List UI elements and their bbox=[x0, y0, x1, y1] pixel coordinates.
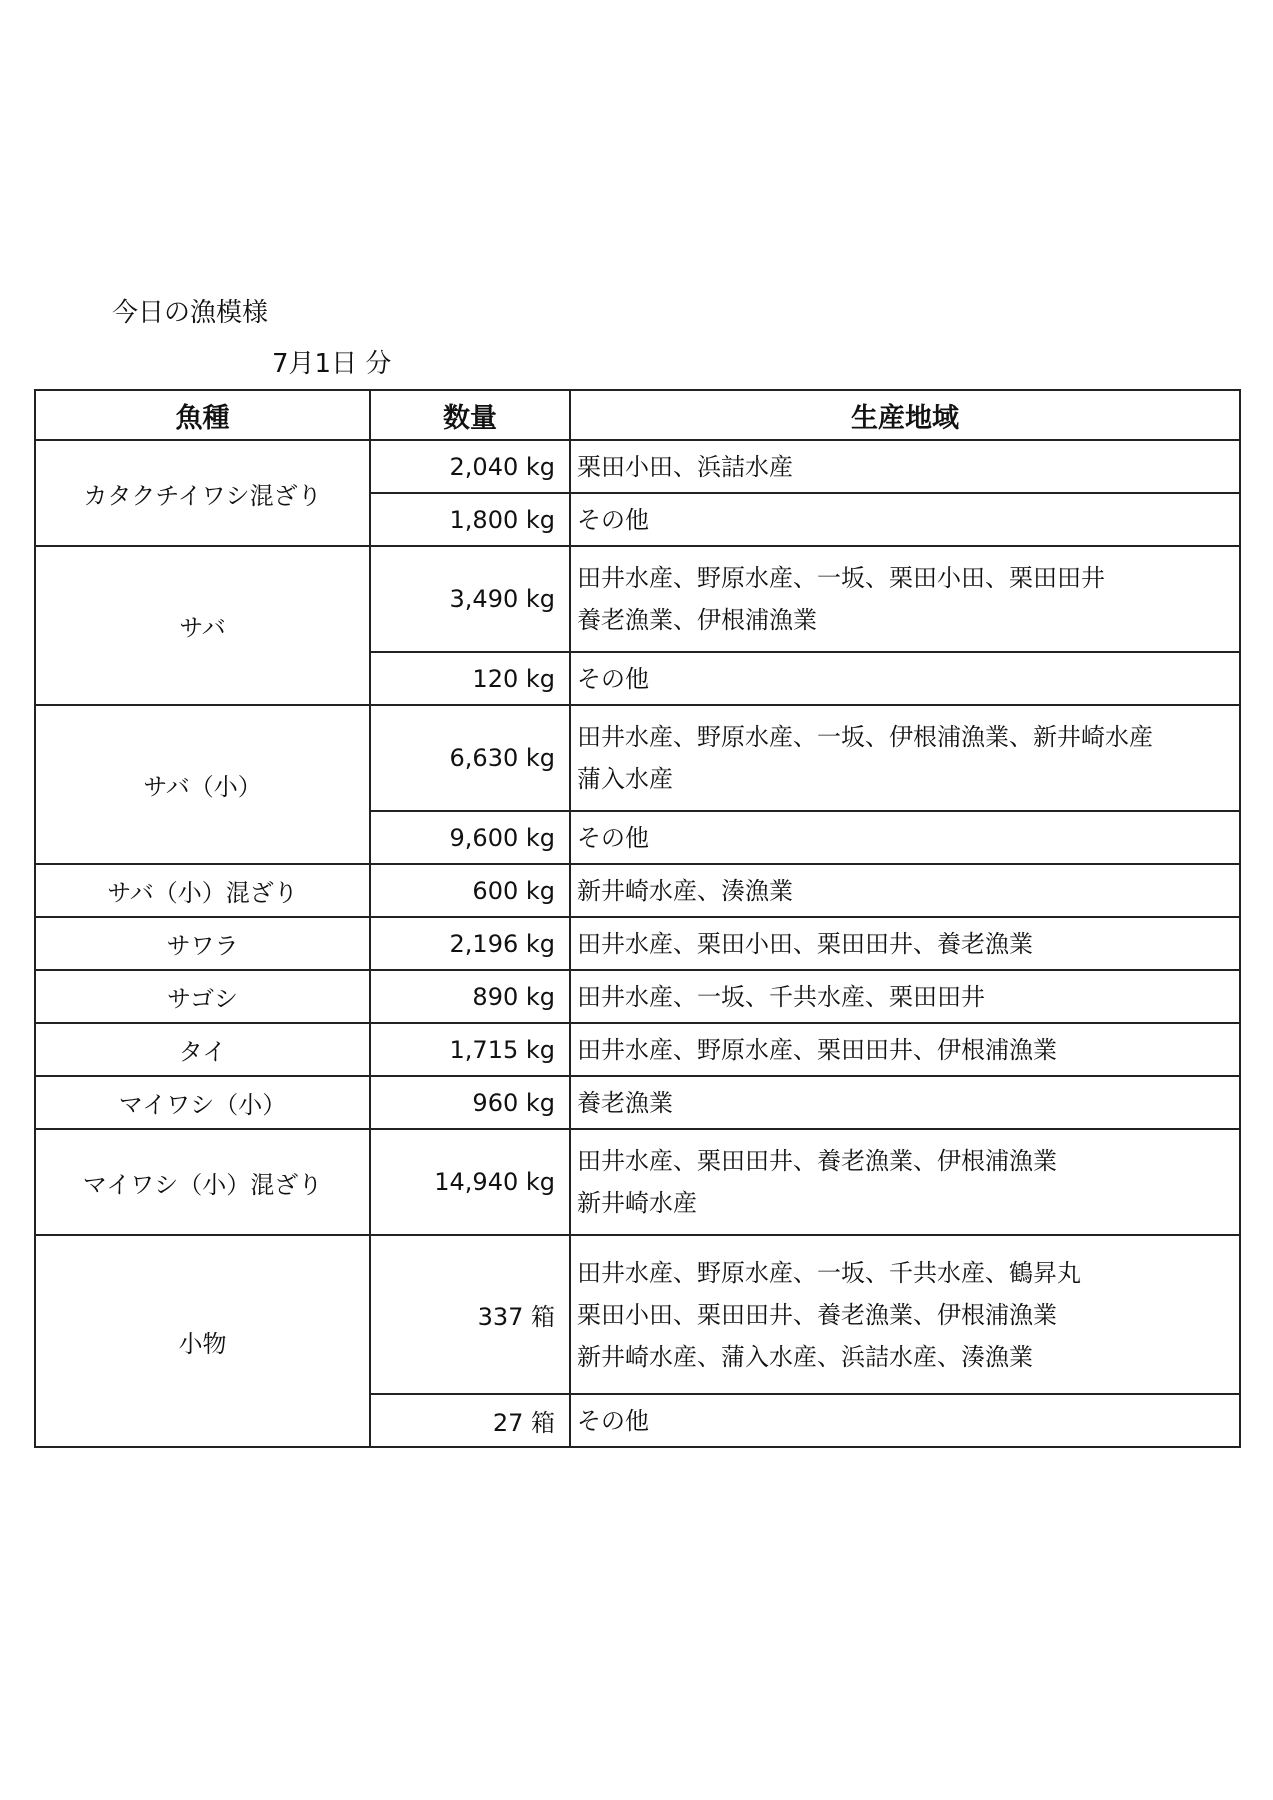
species-cell: 小物 bbox=[35, 1235, 370, 1447]
quantity-cell: 9,600 kg bbox=[370, 811, 570, 864]
region-cell bbox=[570, 864, 1240, 917]
quantity-cell: 2,196 kg bbox=[370, 917, 570, 970]
region-line: 田井水産、栗田田井、養老漁業、伊根浦漁業 bbox=[577, 1147, 1057, 1175]
quantity-cell: 6,630 kg bbox=[370, 705, 570, 811]
region-line: 田井水産、野原水産、一坂、伊根浦漁業、新井崎水産 bbox=[577, 723, 1153, 751]
region-cell bbox=[570, 546, 1240, 652]
date-label: 7月1日 分 bbox=[272, 349, 392, 379]
species-cell: タイ bbox=[35, 1023, 370, 1076]
catch-table bbox=[34, 389, 1241, 1448]
region-line: その他 bbox=[577, 505, 649, 534]
header-region: 生産地域 bbox=[570, 390, 1240, 440]
header-species: 魚種 bbox=[35, 390, 370, 440]
quantity-cell: 600 kg bbox=[370, 864, 570, 917]
table-body bbox=[35, 440, 1240, 1447]
quantity-cell: 2,040 kg bbox=[370, 440, 570, 493]
region-cell bbox=[570, 811, 1240, 864]
species-cell: サバ（小）混ざり bbox=[35, 864, 370, 917]
quantity-cell: 14,940 kg bbox=[370, 1129, 570, 1235]
species-cell: マイワシ（小） bbox=[35, 1076, 370, 1129]
table-row bbox=[35, 705, 1240, 811]
region-cell bbox=[570, 705, 1240, 811]
table-row bbox=[35, 1235, 1240, 1394]
species-cell: サゴシ bbox=[35, 970, 370, 1023]
table-row bbox=[35, 917, 1240, 970]
region-cell bbox=[570, 1023, 1240, 1076]
region-cell bbox=[570, 493, 1240, 546]
region-line: 田井水産、野原水産、栗田田井、伊根浦漁業 bbox=[577, 1035, 1057, 1064]
region-line: 養老漁業、伊根浦漁業 bbox=[577, 606, 817, 634]
region-cell bbox=[570, 917, 1240, 970]
quantity-cell: 890 kg bbox=[370, 970, 570, 1023]
region-line: 栗田小田、浜詰水産 bbox=[577, 452, 793, 481]
quantity-cell: 3,490 kg bbox=[370, 546, 570, 652]
quantity-cell: 337 箱 bbox=[370, 1235, 570, 1394]
table-row bbox=[35, 1076, 1240, 1129]
quantity-cell: 120 kg bbox=[370, 652, 570, 705]
region-cell bbox=[570, 1394, 1240, 1447]
region-cell bbox=[570, 970, 1240, 1023]
region-line: 新井崎水産、蒲入水産、浜詰水産、湊漁業 bbox=[577, 1342, 1033, 1371]
region-cell bbox=[570, 652, 1240, 705]
region-line: 新井崎水産、湊漁業 bbox=[577, 876, 793, 905]
region-line: 田井水産、野原水産、一坂、千共水産、鶴昇丸 bbox=[577, 1258, 1081, 1287]
page-title: 今日の漁模様 bbox=[112, 298, 269, 328]
species-cell: サワラ bbox=[35, 917, 370, 970]
quantity-cell: 960 kg bbox=[370, 1076, 570, 1129]
region-line: その他 bbox=[577, 664, 649, 693]
region-line: 新井崎水産 bbox=[577, 1189, 697, 1217]
region-cell bbox=[570, 1129, 1240, 1235]
quantity-cell: 1,715 kg bbox=[370, 1023, 570, 1076]
region-line: その他 bbox=[577, 1406, 649, 1435]
species-cell: サバ（小） bbox=[35, 705, 370, 864]
region-cell bbox=[570, 1235, 1240, 1394]
table-row bbox=[35, 1129, 1240, 1235]
header-row bbox=[35, 390, 1240, 440]
table-row bbox=[35, 546, 1240, 652]
region-line: 田井水産、野原水産、一坂、栗田小田、栗田田井 bbox=[577, 564, 1105, 592]
region-line: 田井水産、栗田小田、栗田田井、養老漁業 bbox=[577, 929, 1033, 958]
species-cell: カタクチイワシ混ざり bbox=[35, 440, 370, 546]
region-line: 蒲入水産 bbox=[577, 765, 673, 793]
table-row bbox=[35, 1023, 1240, 1076]
region-line: 田井水産、一坂、千共水産、栗田田井 bbox=[577, 982, 985, 1011]
region-line: 栗田小田、栗田田井、養老漁業、伊根浦漁業 bbox=[577, 1300, 1057, 1329]
region-cell bbox=[570, 440, 1240, 493]
species-cell: サバ bbox=[35, 546, 370, 705]
quantity-cell: 1,800 kg bbox=[370, 493, 570, 546]
table-row bbox=[35, 970, 1240, 1023]
region-line: その他 bbox=[577, 823, 649, 852]
region-line: 養老漁業 bbox=[577, 1088, 673, 1117]
table-row bbox=[35, 864, 1240, 917]
header-quantity: 数量 bbox=[370, 390, 570, 440]
species-cell: マイワシ（小）混ざり bbox=[35, 1129, 370, 1235]
region-cell bbox=[570, 1076, 1240, 1129]
quantity-cell: 27 箱 bbox=[370, 1394, 570, 1447]
table-header bbox=[35, 390, 1240, 440]
table-row bbox=[35, 440, 1240, 493]
